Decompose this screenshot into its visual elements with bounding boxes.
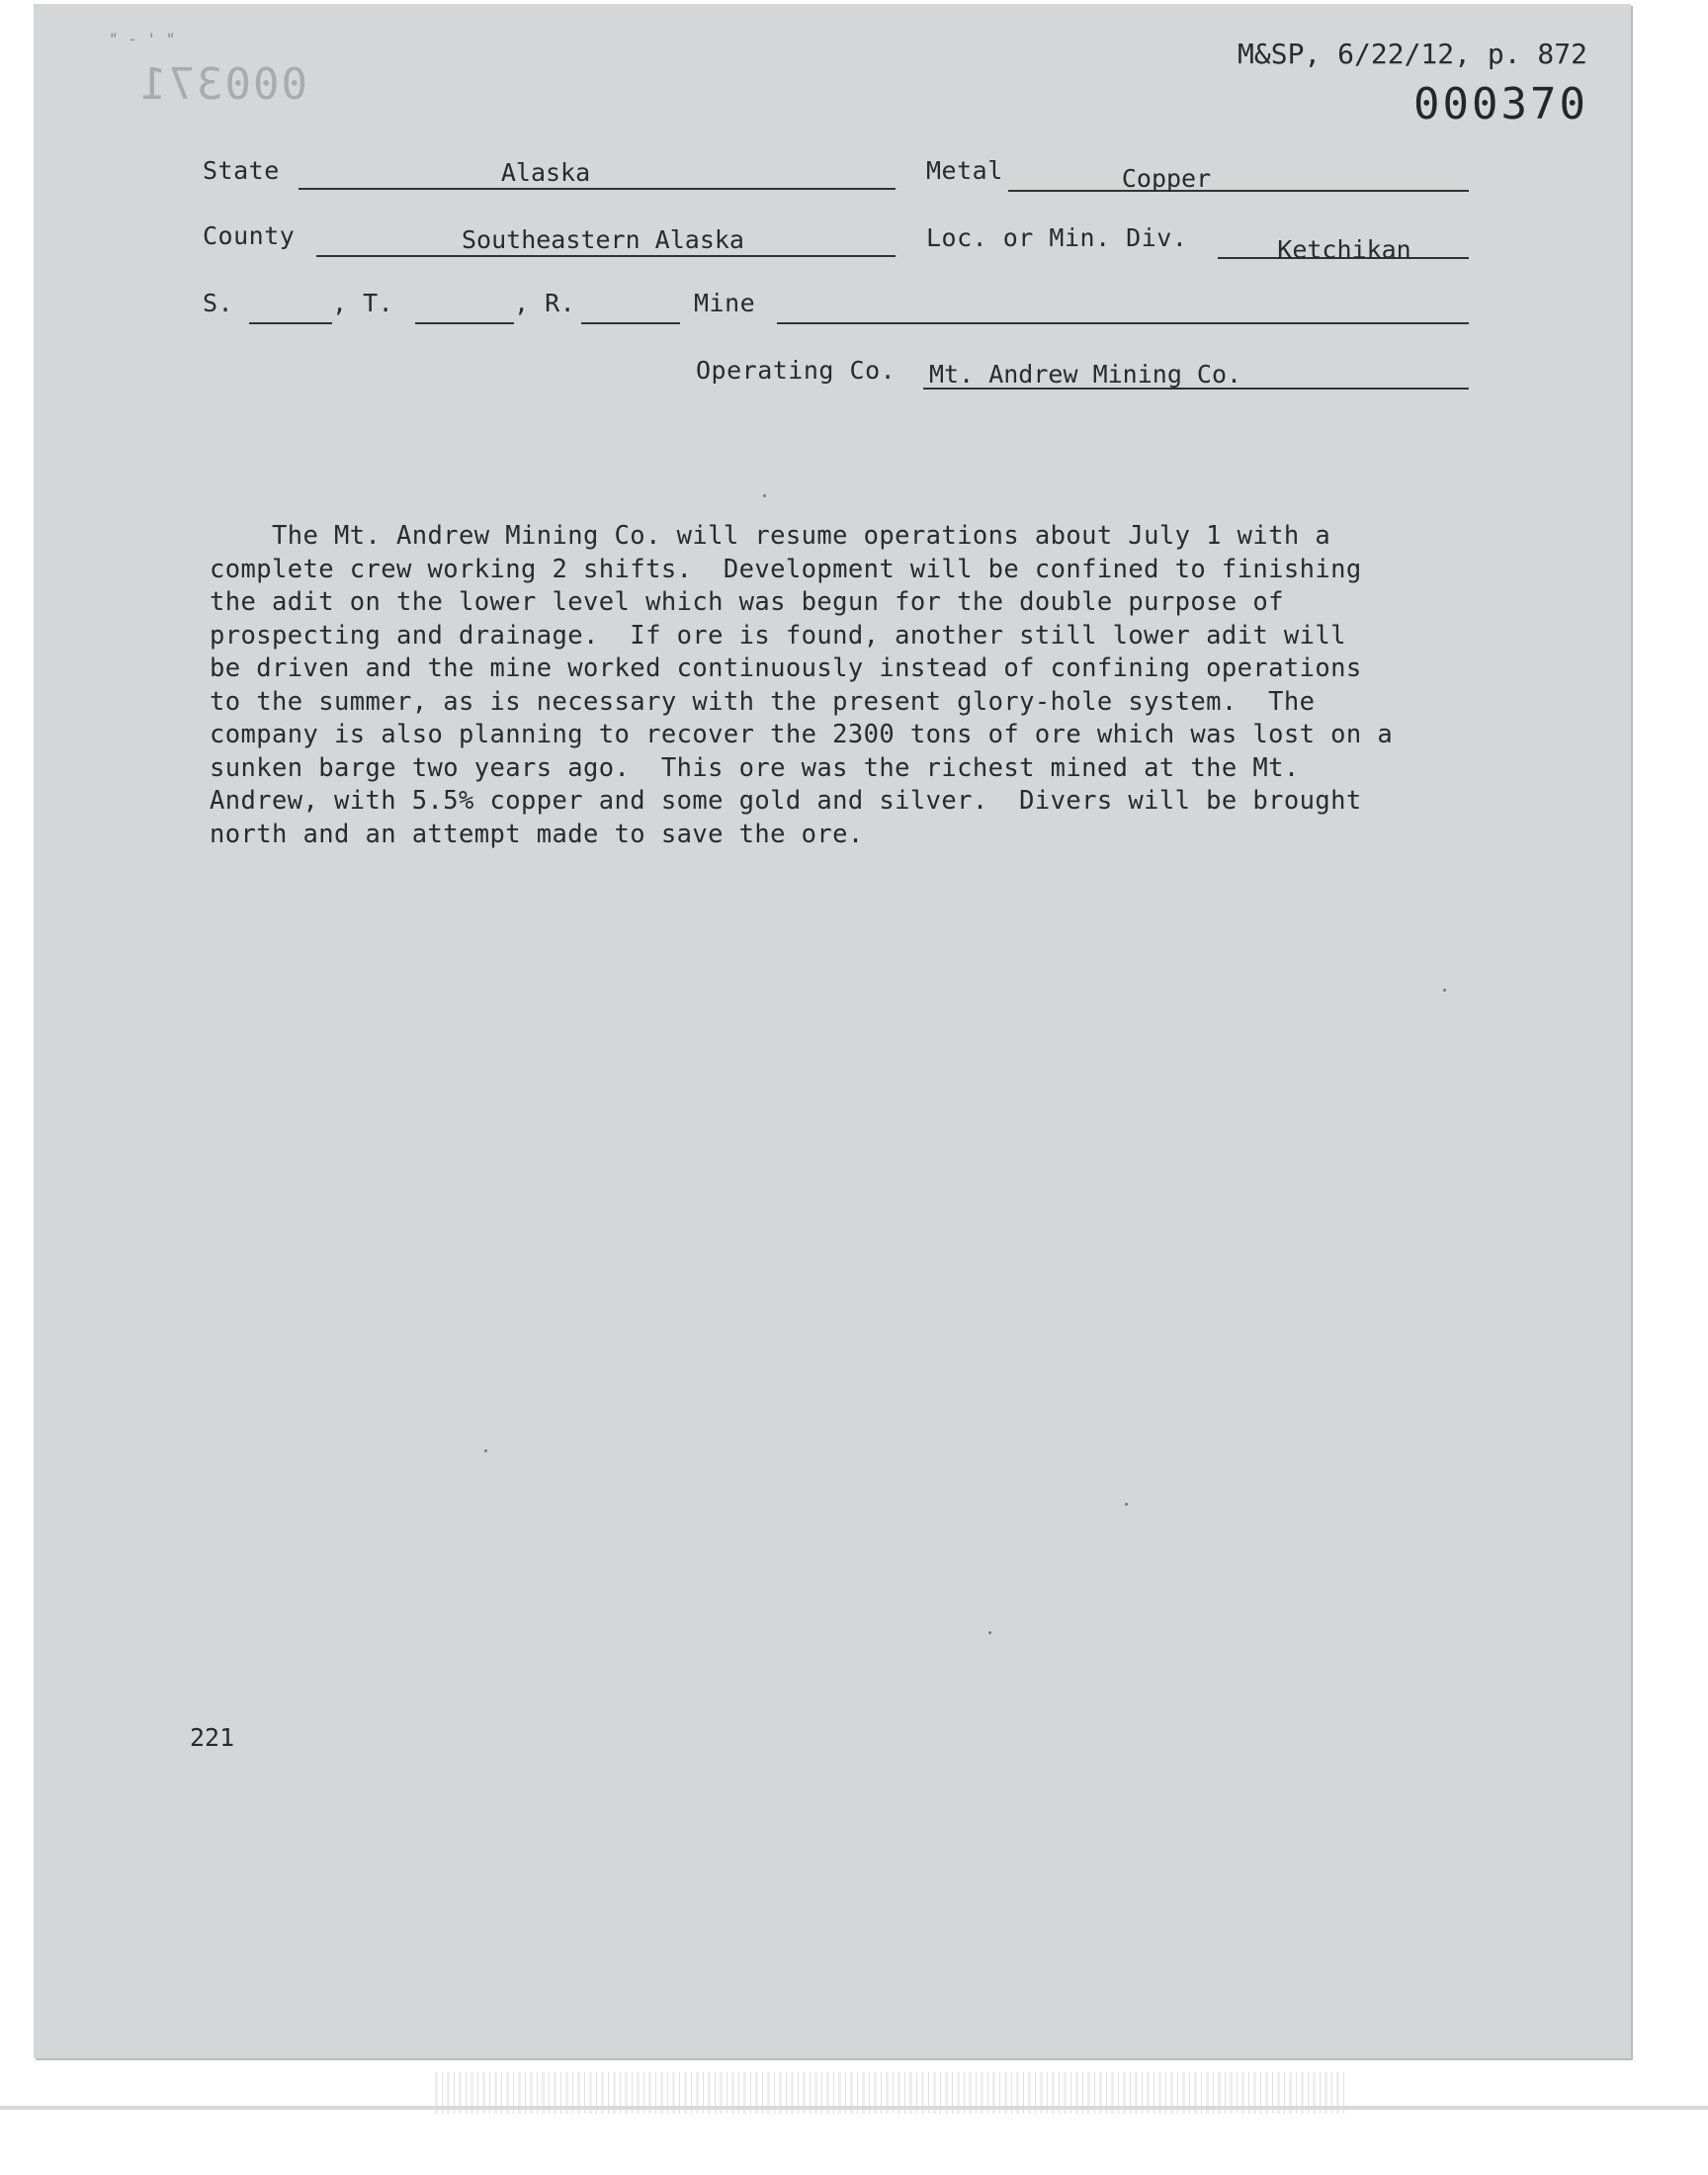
loc-value: Ketchikan [1277, 235, 1411, 264]
document-sheet [34, 4, 1631, 2058]
range-label: , R. [514, 289, 576, 317]
section-label: S. [203, 289, 234, 317]
state-label: State [203, 156, 280, 185]
scan-speck [1125, 1503, 1128, 1506]
county-line [316, 255, 896, 257]
operating-label: Operating Co. [696, 356, 897, 385]
loc-label: Loc. or Min. Div. [926, 223, 1188, 252]
page-number: 221 [190, 1723, 235, 1752]
scan-speck [763, 494, 766, 497]
state-line [299, 188, 896, 190]
scan-speck [484, 1449, 487, 1452]
report-paragraph: The Mt. Andrew Mining Co. will resume operations about July 1 with a complete crew working 2 shifts. Development will be confined to finishing the adit on the lower level which was begun for the double purpose of prospecting and drainage. If ore is found, another still lower adit will be driven and the mine worked continuously instead of confining operations to the summer, as is necessary with the present glory-hole system. The company is also planning to recover the 2300 tons of ore which was lost on a sunken barge two years ago. This ore was the richest mined at the Mt. Andrew, with 5.5% copper and some gold and silver. Divers will be brought north and an attempt made to save the ore. [210, 521, 1394, 849]
metal-label: Metal [926, 156, 1003, 185]
source-reference: M&SP, 6/22/12, p. 872 [1238, 38, 1588, 70]
township-label: , T. [332, 289, 394, 317]
metal-value: Copper [1121, 164, 1212, 193]
mine-label: Mine [694, 289, 756, 317]
scan-speck [1443, 989, 1446, 992]
county-value: Southeastern Alaska [462, 225, 744, 254]
section-line [249, 322, 332, 324]
document-number-stamp: 000370 [1413, 79, 1588, 130]
township-line [415, 322, 514, 324]
corner-mark: " - ' " [109, 30, 176, 48]
county-label: County [203, 221, 296, 250]
mirrored-stamp: 000371 [138, 59, 307, 110]
state-value: Alaska [500, 158, 591, 187]
operating-value: Mt. Andrew Mining Co. [929, 360, 1242, 389]
scan-speck [988, 1631, 991, 1634]
scan-edge [0, 2106, 1708, 2110]
mine-line [777, 322, 1469, 324]
range-line [581, 322, 680, 324]
